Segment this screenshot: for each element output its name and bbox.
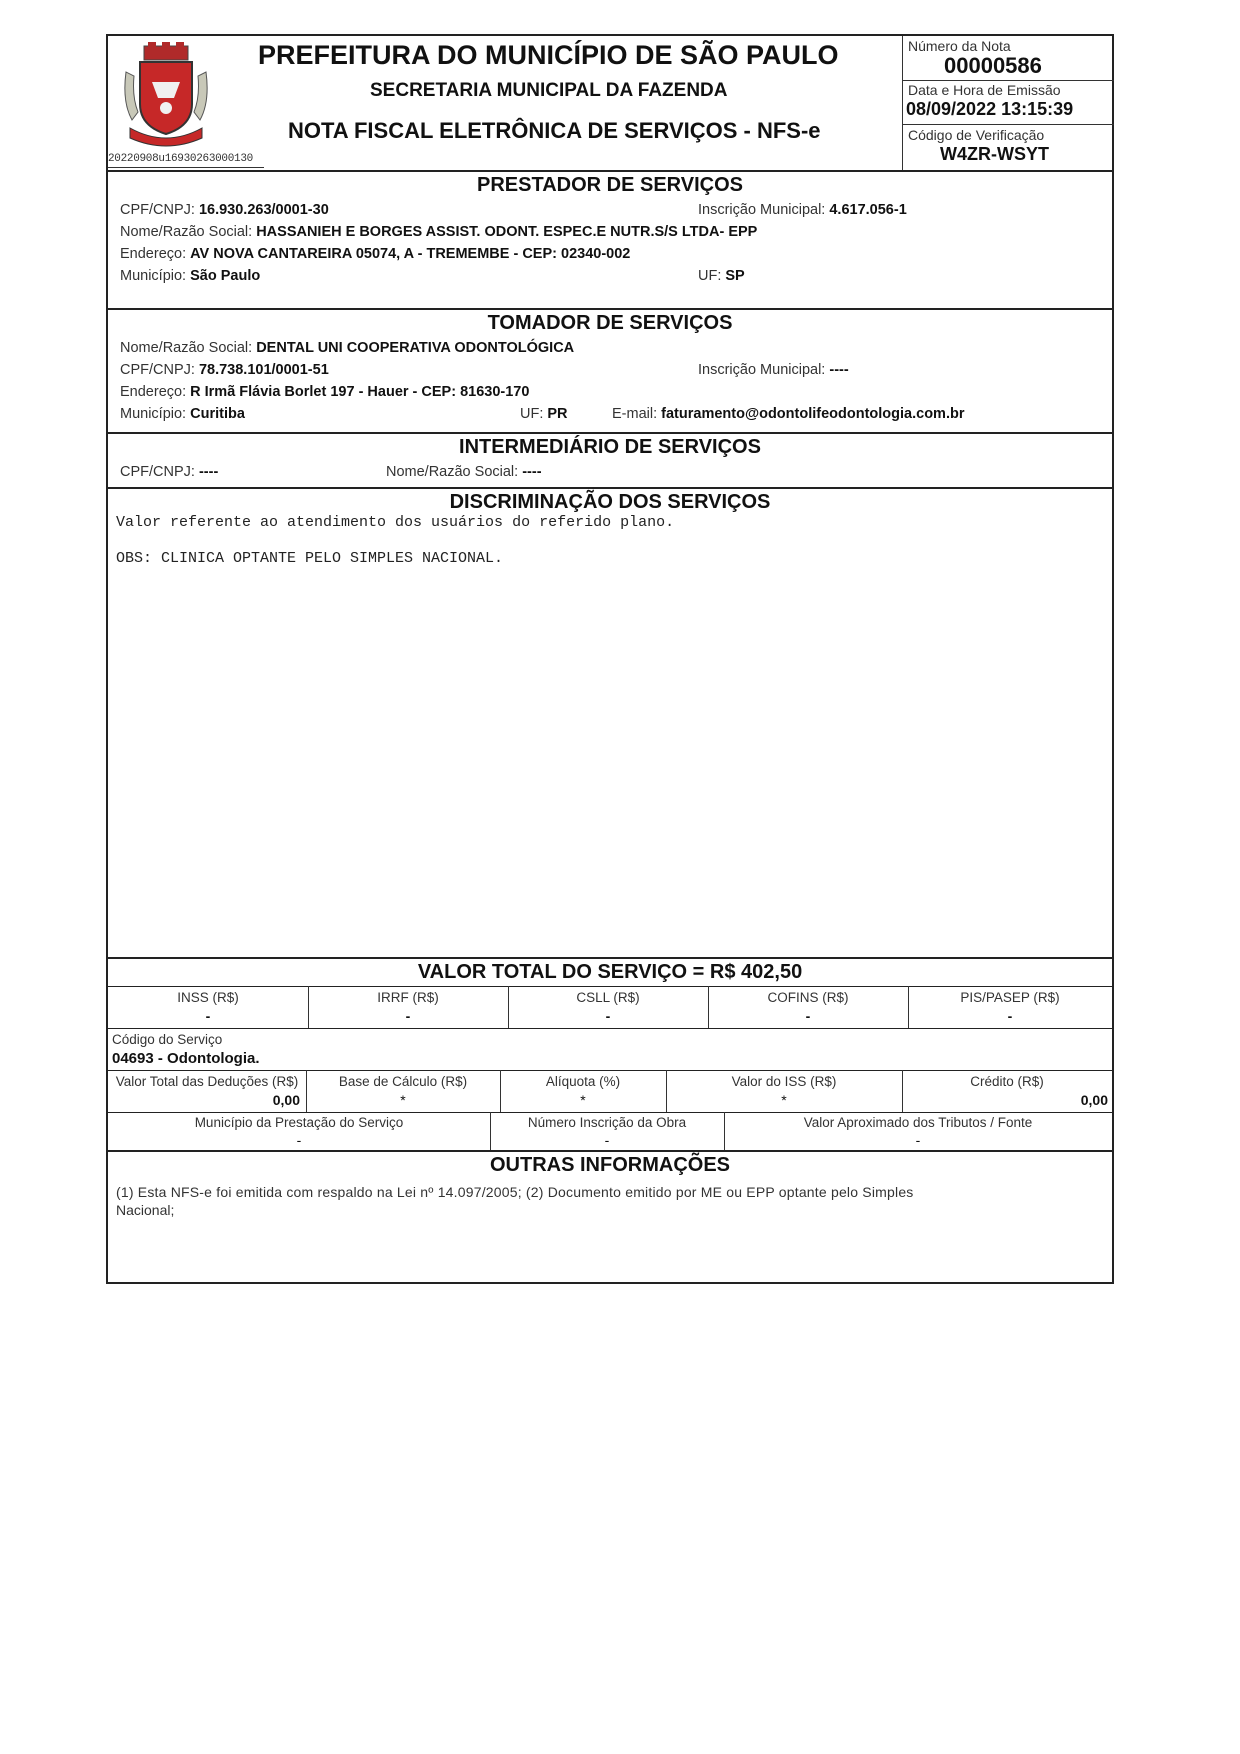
approx-taxes-label: Valor Aproximado dos Tributos / Fonte bbox=[803, 1115, 1033, 1130]
calc-base-value: * bbox=[400, 1092, 406, 1108]
taker-city: Curitiba bbox=[190, 406, 245, 422]
calculation-row bbox=[108, 1070, 1112, 1112]
deductions-value: 0,00 bbox=[272, 1092, 300, 1108]
taker-cnpj-row bbox=[120, 362, 329, 378]
taker-address-label: Endereço: bbox=[120, 384, 187, 400]
taker-municipal-reg-row bbox=[698, 362, 849, 378]
issue-datetime-label: Data e Hora de Emissão bbox=[908, 82, 1061, 98]
provider-name-label: Nome/Razão Social: bbox=[120, 224, 253, 240]
taker-address-row bbox=[120, 384, 529, 400]
work-registration-label: Número Inscrição da Obra bbox=[527, 1115, 687, 1130]
tax-cofins-label: COFINS (R$) bbox=[767, 990, 849, 1005]
intermediary-cnpj-row bbox=[120, 464, 218, 480]
provider-section-title: PRESTADOR DE SERVIÇOS bbox=[477, 174, 743, 196]
taker-cnpj-label: CPF/CNPJ: bbox=[120, 362, 195, 378]
taker-municipal-reg: ---- bbox=[829, 362, 849, 378]
intermediary-bottom-line bbox=[108, 487, 1112, 489]
taker-city-label: Município: bbox=[120, 406, 187, 422]
tax-inss-value: - bbox=[205, 1008, 211, 1024]
intermediary-name: ---- bbox=[522, 464, 542, 480]
header-info-divider bbox=[902, 36, 903, 170]
provider-address: AV NOVA CANTAREIRA 05074, A - TREMEMBE - CEP: 02340-002 bbox=[190, 246, 631, 262]
secretariat-title: SECRETARIA MUNICIPAL DA FAZENDA bbox=[370, 80, 728, 101]
intermediary-cnpj: ---- bbox=[198, 464, 219, 480]
services-section-title: DISCRIMINAÇÃO DOS SERVIÇOS bbox=[449, 491, 771, 513]
tax-csll-value: - bbox=[605, 1008, 611, 1024]
work-registration-value: - bbox=[604, 1132, 610, 1148]
note-number-line bbox=[902, 80, 1114, 81]
taker-name: DENTAL UNI COOPERATIVA ODONTOLÓGICA bbox=[256, 340, 575, 356]
other-info-title: OUTRAS INFORMAÇÕES bbox=[490, 1154, 730, 1176]
provider-city-row bbox=[120, 268, 260, 284]
service-code-label: Código do Serviço bbox=[112, 1032, 223, 1047]
intermediary-section-title: INTERMEDIÁRIO DE SERVIÇOS bbox=[459, 436, 761, 458]
provider-uf-label: UF: bbox=[698, 268, 722, 284]
issue-datetime: 08/09/2022 13:15:39 bbox=[906, 99, 1074, 119]
barcode-text: 20220908u16930263000130 bbox=[108, 153, 253, 165]
deductions-label: Valor Total das Deduções (R$) bbox=[115, 1074, 299, 1089]
services-line-2: OBS: CLINICA OPTANTE PELO SIMPLES NACIONAL. bbox=[116, 550, 504, 567]
provider-cnpj-label: CPF/CNPJ: bbox=[120, 202, 195, 218]
calc-base-label: Base de Cálculo (R$) bbox=[338, 1074, 468, 1089]
nfse-document bbox=[106, 34, 1114, 1284]
provider-name-row bbox=[120, 224, 757, 240]
provider-name: HASSANIEH E BORGES ASSIST. ODONT. ESPEC.E NUTR.S/S LTDA- EPP bbox=[256, 224, 758, 240]
verification-label: Código de Verificação bbox=[908, 127, 1045, 143]
taker-uf-label: UF: bbox=[520, 406, 544, 422]
taker-email-label: E-mail: bbox=[612, 406, 658, 422]
provider-uf-row bbox=[698, 268, 745, 284]
approx-taxes-value: - bbox=[915, 1132, 921, 1148]
intermediary-name-label: Nome/Razão Social: bbox=[386, 464, 519, 480]
tax-cofins-value: - bbox=[805, 1008, 811, 1024]
provider-cnpj-row bbox=[120, 202, 329, 218]
tax-irrf-value: - bbox=[405, 1008, 411, 1024]
location-bottom-line bbox=[108, 1150, 1112, 1152]
other-info-line-1: (1) Esta NFS-e foi emitida com respaldo na Lei nº 14.097/2005; (2) Documento emitido por ME ou EPP optante pelo Simples bbox=[116, 1184, 914, 1200]
taker-email-row bbox=[612, 406, 964, 422]
taxes-bottom-line bbox=[108, 1028, 1112, 1029]
taker-name-label: Nome/Razão Social: bbox=[120, 340, 253, 356]
tax-pis-pasep-label: PIS/PASEP (R$) bbox=[960, 990, 1060, 1005]
tax-csll-label: CSLL (R$) bbox=[576, 990, 640, 1005]
credit-label: Crédito (R$) bbox=[970, 1074, 1044, 1089]
location-row bbox=[108, 1112, 1112, 1150]
tax-irrf-label: IRRF (R$) bbox=[377, 990, 439, 1005]
taker-city-row bbox=[120, 406, 245, 422]
other-info-line-2: Nacional; bbox=[116, 1202, 175, 1218]
services-bottom-line bbox=[108, 957, 1112, 959]
tax-inss-label: INSS (R$) bbox=[177, 990, 239, 1005]
taker-bottom-line bbox=[108, 432, 1112, 434]
intermediary-name-row bbox=[386, 464, 542, 480]
provider-municipal-reg-label: Inscrição Municipal: bbox=[698, 202, 826, 218]
service-code-value: 04693 - Odontologia. bbox=[112, 1050, 260, 1067]
provider-address-label: Endereço: bbox=[120, 246, 187, 262]
provider-cnpj: 16.930.263/0001-30 bbox=[198, 202, 329, 218]
iss-value: * bbox=[781, 1092, 787, 1108]
city-coat-of-arms-logo bbox=[122, 42, 210, 150]
provider-municipal-reg: 4.617.056-1 bbox=[829, 202, 907, 218]
barcode-underline bbox=[108, 167, 264, 168]
provider-address-row bbox=[120, 246, 630, 262]
taker-uf-row bbox=[520, 406, 568, 422]
provider-city: São Paulo bbox=[190, 268, 261, 284]
total-service-value: VALOR TOTAL DO SERVIÇO = R$ 402,50 bbox=[417, 961, 803, 983]
intermediary-cnpj-label: CPF/CNPJ: bbox=[120, 464, 195, 480]
credit-value: 0,00 bbox=[1080, 1092, 1108, 1108]
provider-municipal-reg-row bbox=[698, 202, 907, 218]
taker-email: faturamento@odontolifeodontologia.com.br bbox=[661, 406, 965, 422]
taker-section-title: TOMADOR DE SERVIÇOS bbox=[487, 312, 733, 334]
municipality-title: PREFEITURA DO MUNICÍPIO DE SÃO PAULO bbox=[258, 40, 839, 70]
service-municipality-label: Município da Prestação do Serviço bbox=[194, 1115, 404, 1130]
provider-city-label: Município: bbox=[120, 268, 187, 284]
taker-address: R Irmã Flávia Borlet 197 - Hauer - CEP: 81630-170 bbox=[190, 384, 530, 400]
tax-pis-pasep-value: - bbox=[1007, 1008, 1013, 1024]
taker-name-row bbox=[120, 340, 574, 356]
taker-uf: PR bbox=[547, 406, 568, 422]
issue-datetime-line bbox=[902, 124, 1114, 125]
taker-municipal-reg-label: Inscrição Municipal: bbox=[698, 362, 826, 378]
iss-value-label: Valor do ISS (R$) bbox=[731, 1074, 837, 1089]
service-municipality-value: - bbox=[296, 1132, 302, 1148]
rate-label: Alíquota (%) bbox=[545, 1074, 621, 1089]
note-number-label: Número da Nota bbox=[908, 38, 1011, 54]
provider-bottom-line bbox=[108, 308, 1112, 310]
header-bottom-line bbox=[108, 170, 1112, 172]
taxes-row bbox=[108, 986, 1112, 1028]
note-number: 00000586 bbox=[944, 53, 1042, 78]
verification-code: W4ZR-WSYT bbox=[940, 144, 1049, 164]
services-line-1: Valor referente ao atendimento dos usuários do referido plano. bbox=[116, 514, 675, 531]
taker-cnpj: 78.738.101/0001-51 bbox=[198, 362, 329, 378]
rate-value: * bbox=[580, 1092, 586, 1108]
provider-uf: SP bbox=[725, 268, 745, 284]
document-title: NOTA FISCAL ELETRÔNICA DE SERVIÇOS - NFS-e bbox=[288, 118, 821, 143]
